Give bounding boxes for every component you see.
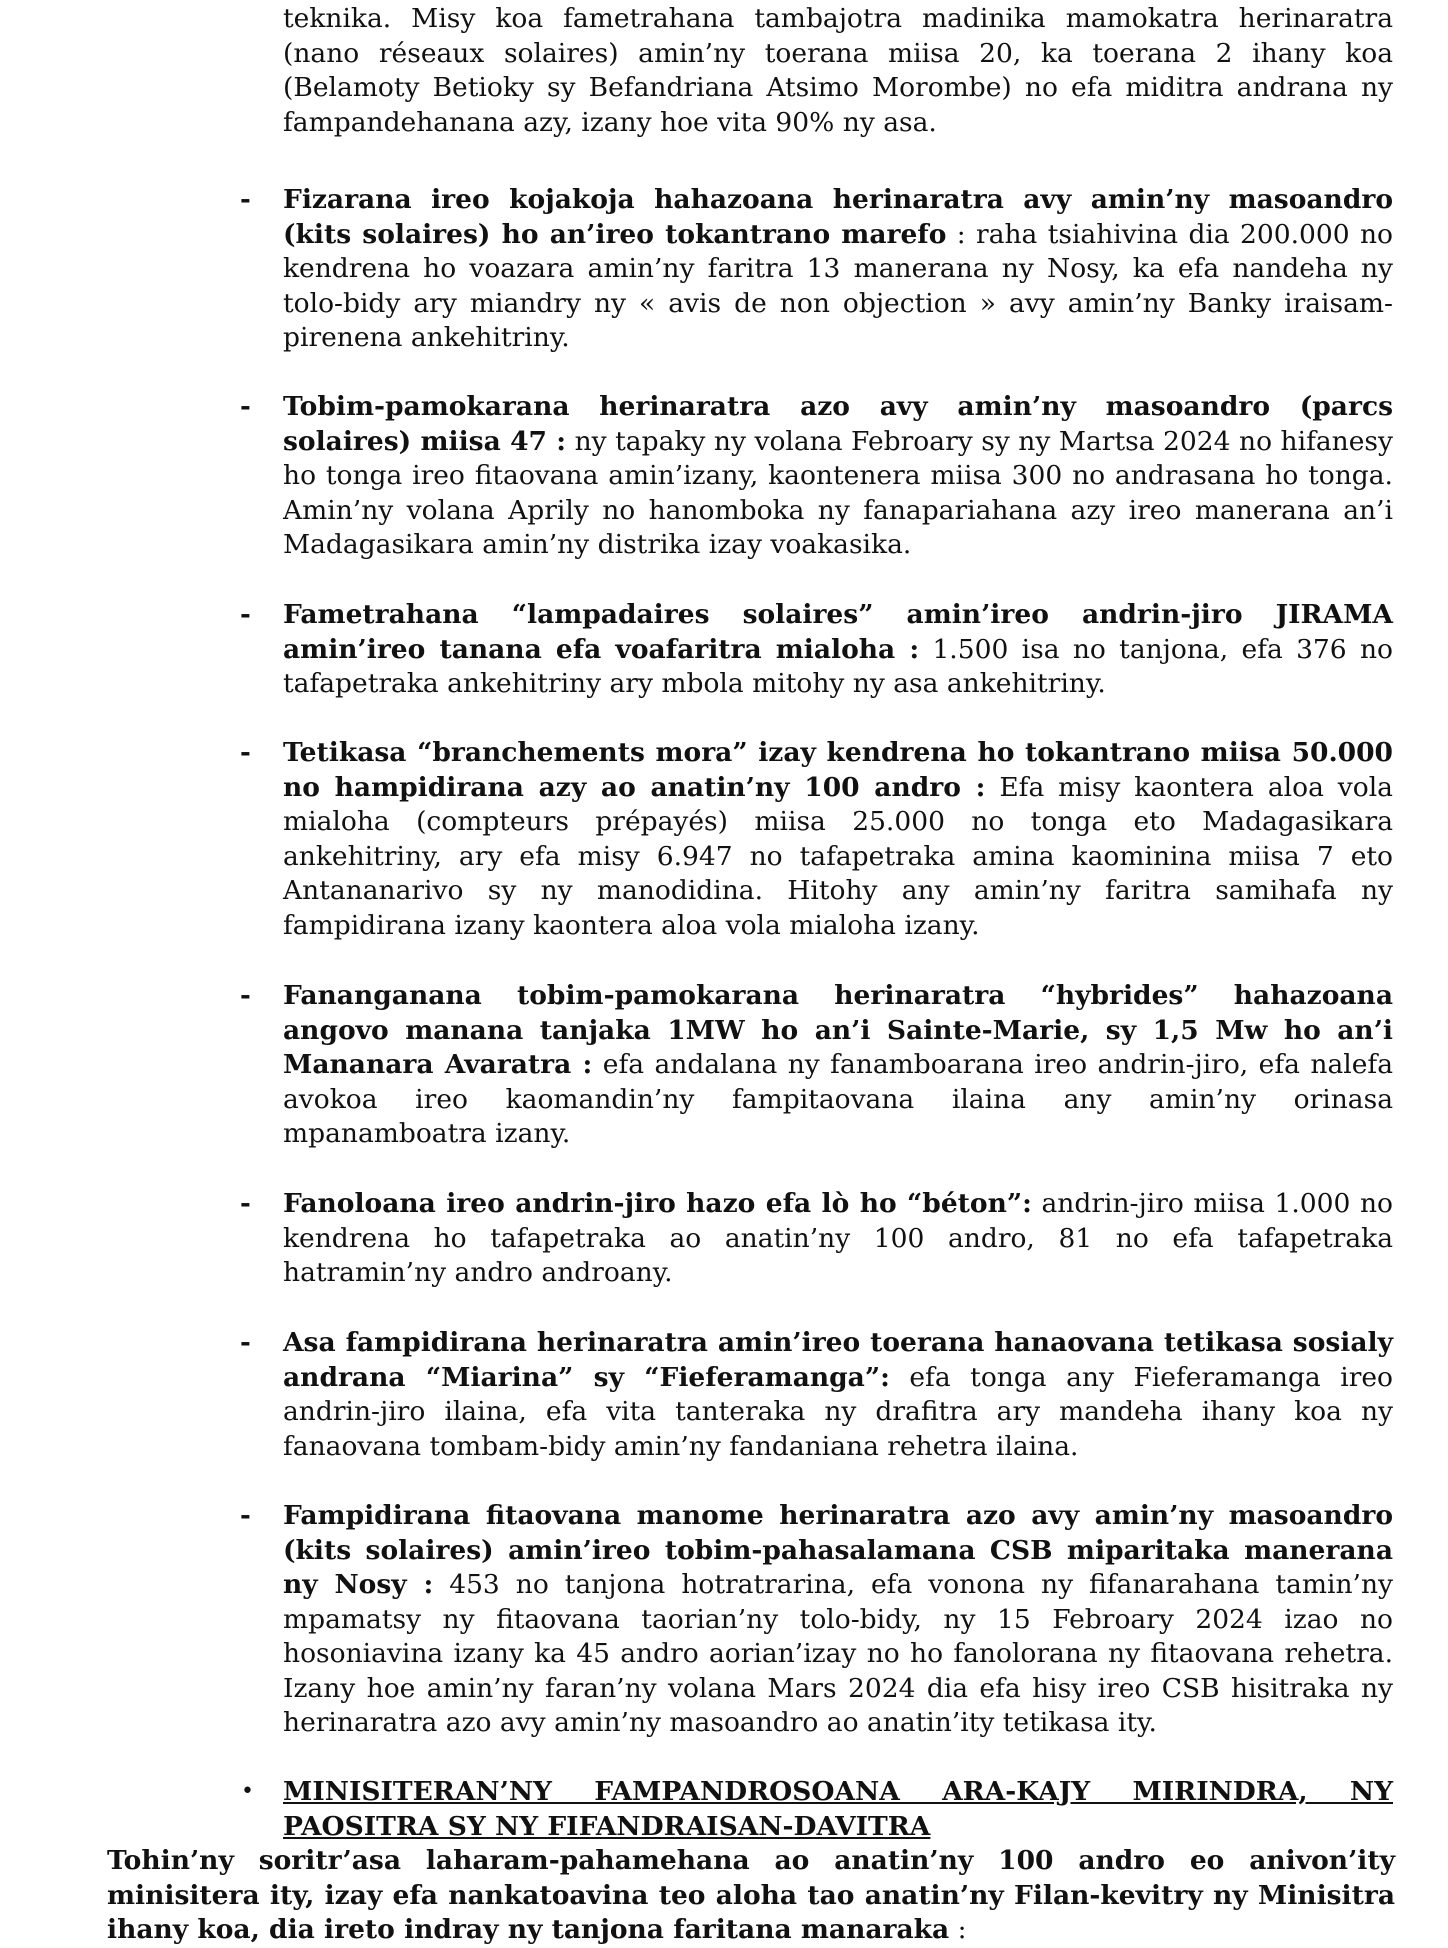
closing-bold-text: Tohin’ny soritr’asa laharam-pahamehana ao anatin’ny 100 andro eo anivon’ity minisitera ity, izay efa nankatoavina teo aloha tao anatin’ny Filan-kevitry ny Minisitra ihany koa, dia ireto indray ny tanjona faritana manaraka xyxy=(107,1845,1395,1945)
section-bullet: • xyxy=(241,1779,254,1804)
list-item-7 xyxy=(283,1326,1393,1464)
list-item-5-title: Fananganana tobim-pamokarana herinaratra “hybrides” hahazoana angovo manana tanjaka 1MW ho an’i Sainte-Marie, sy 1,5 Mw ho an’i Mananara Avaratra : xyxy=(283,980,1393,1080)
list-dash-3: - xyxy=(240,600,251,630)
list-item-6-text: andrin-jiro miisa 1.000 no kendrena ho tafapetraka ao anatin’ny 100 andro, 81 no efa tafapetraka hatramin’ny andro androany. xyxy=(283,1188,1393,1288)
list-dash-7: - xyxy=(240,1328,251,1358)
list-item-5-text: efa andalana ny fanamboarana ireo andrin-jiro, efa nalefa avokoa ireo kaomandin’ny fampitaovana ilaina any amin’ny orinasa mpanamboatra izany. xyxy=(283,1049,1394,1149)
list-item-2 xyxy=(283,390,1393,563)
list-item-8-title: Fampidirana fitaovana manome herinaratra azo avy amin’ny masoandro (kits solaires) amin’ireo tobim-pahasalamana CSB miparitaka manerana ny Nosy : xyxy=(283,1500,1393,1600)
list-item-2-title: Tobim-pamokarana herinaratra azo avy amin’ny masoandro (parcs solaires) miisa 47 : xyxy=(283,391,1393,457)
intro-paragraph xyxy=(283,2,1393,140)
list-item-1-text: : raha tsiahivina dia 200.000 no kendrena ho voazara amin’ny faritra 13 manerana ny Nosy, ka efa nandeha ny tolo-bidy ary miandry ny « avis de non objection » avy amin’ny Banky iraisam-pirenena ankehitriny. xyxy=(283,218,1393,353)
list-item-4 xyxy=(283,736,1393,943)
list-item-7-text: efa tonga any Fieferamanga ireo andrin-jiro ilaina, efa vita tanteraka ny drafitra ary mandeha ihany koa ny fanaovana tombam-bidy amin’ny fandaniana rehetra ilaina. xyxy=(283,1361,1393,1462)
list-dash-5: - xyxy=(240,981,251,1011)
closing-colon: : xyxy=(949,1914,967,1945)
list-item-3-title: Fametrahana “lampadaires solaires” amin’ireo andrin-jiro JIRAMA amin’ireo tanana efa voafaritra mialoha : xyxy=(283,599,1393,665)
list-item-8-text: 453 no tanjona hotratrarina, efa vonona ny fifanarahana tamin’ny mpamatsy ny fitaovana taorian’ny tolo-bidy, ny 15 Febroary 2024 izao no hosoniavina izany ka 45 andro aorian’izay no ho fanolorana ny fitaovana rehetra. Izany hoe amin’ny faran’ny volana Mars 2024 dia efa hisy ireo CSB hisitraka ny herinaratra azo avy amin’ny masoandro ao anatin’ity tetikasa ity. xyxy=(283,1569,1393,1738)
list-item-4-text: Efa misy kaontera aloa vola mialoha (compteurs prépayés) miisa 25.000 no tonga eto Madagasikara ankehitriny, ary efa misy 6.947 no tafapetraka amina kaominina miisa 7 eto Antananarivo sy ny manodidina. Hitohy any amin’ny faritra samihafa ny fampidirana izany kaontera aloa vola mialoha izany. xyxy=(283,771,1393,941)
list-dash-6: - xyxy=(240,1189,251,1219)
intro-text: teknika. Misy koa fametrahana tambajotra madinika mamokatra herinaratra (nano réseaux solaires) amin’ny toerana miisa 20, ka toerana 2 ihany koa (Belamoty Betioky sy Befandriana Atsimo Morombe) no efa miditra andrana ny fampandehanana azy, izany hoe vita 90% ny asa. xyxy=(283,3,1393,138)
list-item-1-title: Fizarana ireo kojakoja hahazoana herinaratra avy amin’ny masoandro (kits solaires) ho an’ireo tokantrano marefo xyxy=(283,184,1393,250)
list-dash-4: - xyxy=(240,738,251,768)
list-item-5 xyxy=(283,979,1393,1152)
list-item-1 xyxy=(283,183,1393,356)
list-dash-1: - xyxy=(240,185,251,215)
list-dash-8: - xyxy=(240,1501,251,1531)
section-heading: MINISITERAN’NY FAMPANDROSOANA ARA-KAJY MIRINDRA, NY PAOSITRA SY NY FIFANDRAISAN-DAVITRA xyxy=(283,1776,1393,1842)
list-item-7-title: Asa fampidirana herinaratra amin’ireo toerana hanaovana tetikasa sosialy andrana “Miarina” sy “Fieferamanga”: xyxy=(283,1327,1393,1393)
list-item-4-title: Tetikasa “branchements mora” izay kendrena ho tokantrano miisa 50.000 no hampidirana azy ao anatin’ny 100 andro : xyxy=(283,737,1393,803)
list-item-3 xyxy=(283,598,1393,702)
list-item-3-text: 1.500 isa no tanjona, efa 376 no tafapetraka ankehitriny ary mbola mitohy ny asa ankehitriny. xyxy=(283,633,1393,699)
list-item-6 xyxy=(283,1187,1393,1291)
list-item-6-title: Fanoloana ireo andrin-jiro hazo efa lò ho “béton”: xyxy=(283,1188,1032,1219)
closing-paragraph xyxy=(107,1844,1395,1948)
list-item-8 xyxy=(283,1499,1393,1741)
list-dash-2: - xyxy=(240,392,251,422)
list-item-2-text: ny tapaky ny volana Febroary sy ny Martsa 2024 no hifanesy ho tonga ireo fitaovana amin’izany, kaontenera miisa 300 no andrasana ho tonga. Amin’ny volana Aprily no hanomboka ny fanapariahana azy ireo manerana an’i Madagasikara amin’ny distrika izay voakasika. xyxy=(283,425,1394,560)
